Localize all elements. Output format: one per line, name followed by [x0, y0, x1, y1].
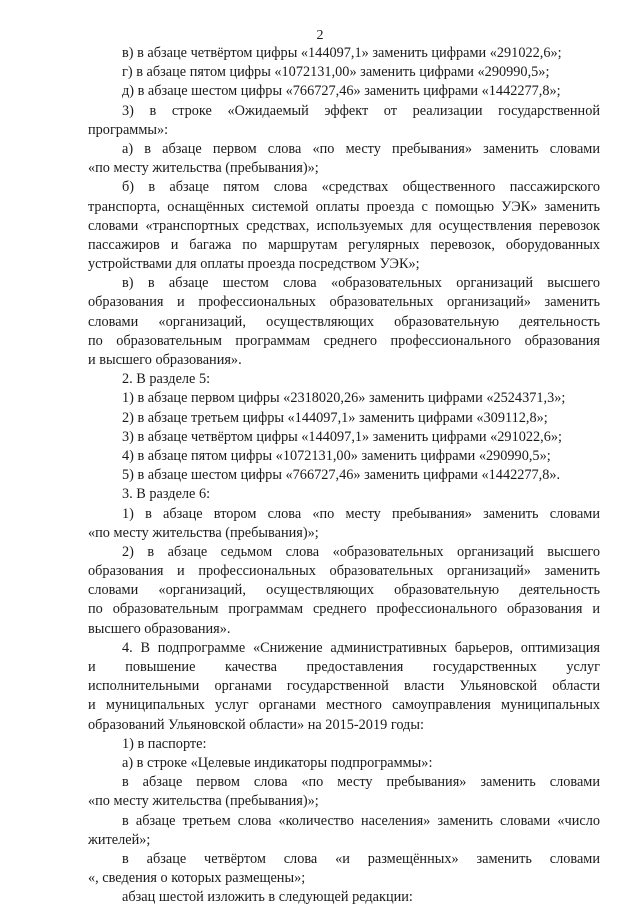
page-number: 2 [316, 28, 324, 43]
text-line: 4) в абзаце пятом цифры «1072131,00» заменить цифрами «290990,5»; [122, 447, 551, 464]
text-line: жителей»; [88, 831, 151, 848]
text-line: устройствами для оплаты проезда посредством УЭК»; [88, 256, 420, 273]
text-line: 5) в абзаце шестом цифры «766727,46» заменить цифрами «1442277,8». [122, 467, 561, 484]
text-line: по образовательным программам среднего профессионального образования и [88, 601, 600, 618]
text-line: 1) в абзаце первом цифры «2318020,26» заменить цифрами «2524371,3»; [122, 390, 566, 407]
text-line: «по месту жительства (пребывания)»; [88, 524, 319, 541]
text-line: транспорта, оснащённых системой оплаты проезда с помощью УЭК» заменить [88, 198, 600, 215]
text-line: и высшего образования». [88, 352, 242, 368]
text-line: образования и профессиональных образовательных организаций» заменить [88, 294, 600, 311]
text-line: и повышение качества предоставления государственных услуг [88, 659, 600, 675]
text-line: д) в абзаце шестом цифры «766727,46» заменить цифрами «1442277,8»; [122, 83, 561, 100]
text-line: г) в абзаце пятом цифры «1072131,00» заменить цифрами «290990,5»; [122, 64, 550, 81]
text-line: высшего образования». [88, 620, 231, 637]
text-line: в абзаце первом слова «по месту пребывания» заменить словами [122, 774, 600, 791]
text-line: программы»: [88, 121, 169, 138]
text-line: словами «организаций, осуществляющих образовательную деятельность [88, 582, 600, 599]
text-line: в) в абзаце шестом слова «образовательных организаций высшего [122, 275, 600, 292]
text-line: образования и профессиональных образовательных организаций» заменить [88, 563, 600, 580]
text-line: 4. В подпрограмме «Снижение административных барьеров, оптимизация [122, 639, 600, 656]
text-line: пассажиров и багажа по маршрутам регулярных перевозок, оборудованных [88, 236, 600, 253]
text-line: «, сведения о которых размещены»; [88, 870, 306, 887]
text-line: по образовательным программам среднего профессионального образования [88, 332, 600, 349]
text-line: 2) в абзаце седьмом слова «образовательных организаций высшего [122, 543, 600, 560]
text-line: 2. В разделе 5: [122, 371, 211, 388]
text-line: б) в абзаце пятом слова «средствах общественного пассажирского [122, 179, 600, 196]
text-line: словами «организаций, осуществляющих образовательную деятельность [88, 313, 600, 330]
text-line: «по месту жительства (пребывания)»; [88, 793, 319, 810]
text-line: 2) в абзаце третьем цифры «144097,1» заменить цифрами «309112,8»; [122, 409, 548, 426]
text-line: 3) в абзаце четвёртом цифры «144097,1» заменить цифрами «291022,6»; [122, 428, 563, 445]
text-line: а) в строке «Целевые индикаторы подпрограммы»: [122, 754, 433, 771]
text-line: 1) в паспорте: [122, 735, 207, 752]
text-line: и муниципальных услуг органами местного самоуправления муниципальных [88, 697, 600, 714]
text-line: абзац шестой изложить в следующей редакции: [122, 889, 413, 906]
text-line: а) в абзаце первом слова «по месту пребывания» заменить словами [122, 140, 600, 157]
text-line: словами «транспортных средствах, используемых для осуществления перевозок [88, 217, 600, 234]
text-line: 3) в строке «Ожидаемый эффект от реализации государственной [122, 102, 600, 119]
text-line: в абзаце четвёртом слова «и размещённых» заменить словами [122, 850, 600, 867]
text-line: в абзаце третьем слова «количество населения» заменить словами «число [122, 812, 600, 829]
text-line: в) в абзаце четвёртом цифры «144097,1» заменить цифрами «291022,6»; [122, 45, 562, 61]
text-line: «по месту жительства (пребывания)»; [88, 160, 319, 177]
text-line: 1) в абзаце втором слова «по месту пребывания» заменить словами [122, 505, 600, 522]
text-line: образований Ульяновской области» на 2015-2019 годы: [88, 716, 424, 733]
text-line: 3. В разделе 6: [122, 486, 211, 503]
text-line: исполнительными органами государственной власти Ульяновской области [88, 678, 600, 695]
document-body [88, 44, 600, 907]
